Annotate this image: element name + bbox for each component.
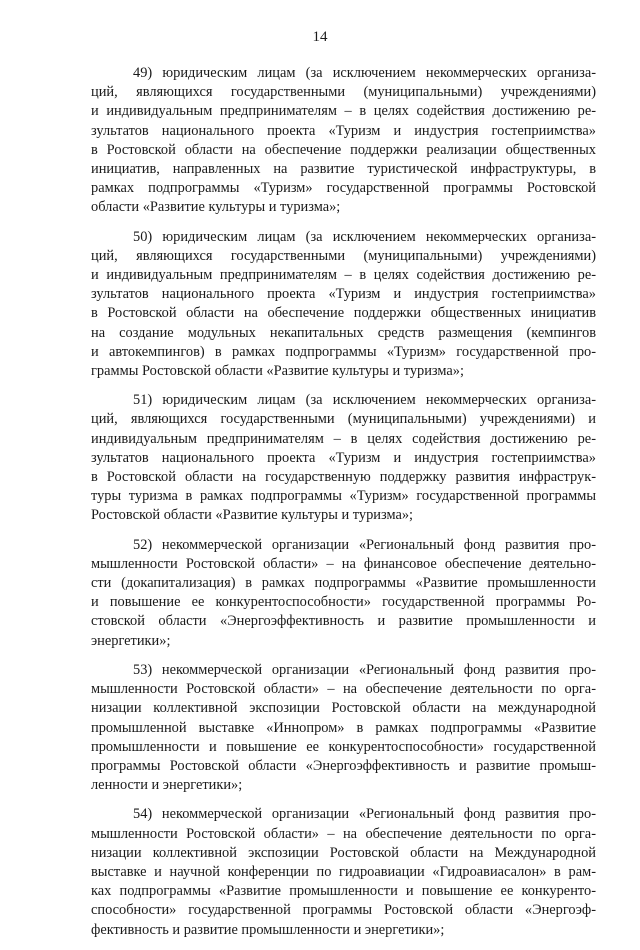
text-line: граммы Ростовской области «Развитие культуры и туризма»; [91, 363, 465, 380]
text-line: промышленности и повышение ее конкурентоспособности» государственной [91, 738, 596, 755]
text-line: области «Развитие культуры и туризма»; [91, 199, 341, 216]
page-number: 14 [312, 29, 328, 45]
text-line: ций, являющихся государственными (муниципальными) учреждениями) [91, 247, 596, 264]
text-line: 54) некоммерческой организации «Региональный фонд развития про- [133, 806, 596, 823]
list-item-paragraph [91, 536, 596, 651]
text-line: мышленности Ростовской области» – на финансовое обеспечение деятельно- [91, 555, 596, 572]
text-line: в Ростовской области на государственную поддержку развития инфраструк- [91, 469, 596, 486]
list-item-paragraph [91, 391, 596, 525]
list-item-paragraph [91, 64, 596, 218]
text-line: индивидуальным предпринимателям – в целях содействия достижению ре- [91, 430, 596, 447]
text-line: туры туризма в рамках подпрограммы «Туризм» государственной программы [91, 488, 596, 505]
text-line: фективность и развитие промышленности и энергетики»; [91, 921, 445, 938]
text-line: ленности и энергетики»; [91, 777, 243, 794]
text-line: ций, являющихся государственными (муниципальными) учреждениями) [91, 84, 596, 101]
text-line: стовской области «Энергоэффективность и развитие промышленности и [91, 613, 596, 630]
text-line: низации коллективной экспозиции Ростовской области на Международной [91, 844, 596, 861]
text-line: в Ростовской области на обеспечение поддержки реализации общественных [91, 141, 596, 158]
text-line: Ростовской области «Развитие культуры и туризма»; [91, 507, 414, 524]
text-line: 52) некоммерческой организации «Региональный фонд развития про- [133, 536, 596, 553]
text-line: промышленной выставке «Иннопром» в рамках подпрограммы «Развитие [91, 719, 596, 736]
text-line: инициатив, направленных на развитие туристической инфраструктуры, в [91, 161, 596, 178]
text-line: зультатов национального проекта «Туризм и индустрия гостеприимства» [91, 122, 596, 139]
list-item-paragraph [91, 661, 596, 795]
text-line: ках подпрограммы «Развитие промышленности и повышение ее конкуренто- [91, 883, 596, 900]
text-line: и автокемпингов) в рамках подпрограммы «Туризм» государственной про- [91, 343, 596, 360]
text-line: зультатов национального проекта «Туризм и индустрия гостеприимства» [91, 449, 596, 466]
text-line: энергетики»; [91, 632, 171, 649]
text-line: программы Ростовской области «Энергоэффективность и развитие промыш- [91, 757, 596, 774]
text-line: 53) некоммерческой организации «Региональный фонд развития про- [133, 661, 596, 678]
text-line: сти (докапитализация) в рамках подпрограммы «Развитие промышленности [91, 575, 596, 592]
text-line: выставке и научной конференции по гидроавиации «Гидроавиасалон» в рам- [91, 863, 596, 880]
text-line: 50) юридическим лицам (за исключением некоммерческих организа- [133, 228, 596, 245]
text-line: низации коллективной экспозиции Ростовской области на международной [91, 700, 596, 717]
text-line: мышленности Ростовской области» – на обеспечение деятельности по орга- [91, 681, 596, 698]
text-line: зультатов национального проекта «Туризм и индустрия гостеприимства» [91, 286, 596, 303]
text-line: и индивидуальным предпринимателям – в целях содействия достижению ре- [91, 103, 596, 120]
text-line: 49) юридическим лицам (за исключением некоммерческих организа- [133, 65, 596, 81]
text-line: мышленности Ростовской области» – на обеспечение деятельности по орга- [91, 825, 596, 842]
text-line: в Ростовской области на обеспечение поддержки общественных инициатив [91, 305, 596, 322]
list-item-paragraph [91, 805, 596, 939]
text-line: рамках подпрограммы «Туризм» государственной программы Ростовской [91, 180, 596, 197]
document-body [91, 64, 596, 950]
text-line: 51) юридическим лицам (за исключением некоммерческих организа- [133, 392, 596, 409]
text-line: и индивидуальным предпринимателям – в целях содействия достижению ре- [91, 267, 596, 284]
list-item-paragraph [91, 228, 596, 382]
text-line: на создание модульных некапитальных средств размещения (кемпингов [91, 324, 596, 341]
text-line: ций, являющихся государственными (муниципальными) учреждениями) и [91, 411, 596, 428]
text-line: и повышение ее конкурентоспособности» государственной программы Ро- [91, 594, 596, 611]
text-line: способности» государственной программы Ростовской области «Энергоэф- [91, 902, 596, 919]
